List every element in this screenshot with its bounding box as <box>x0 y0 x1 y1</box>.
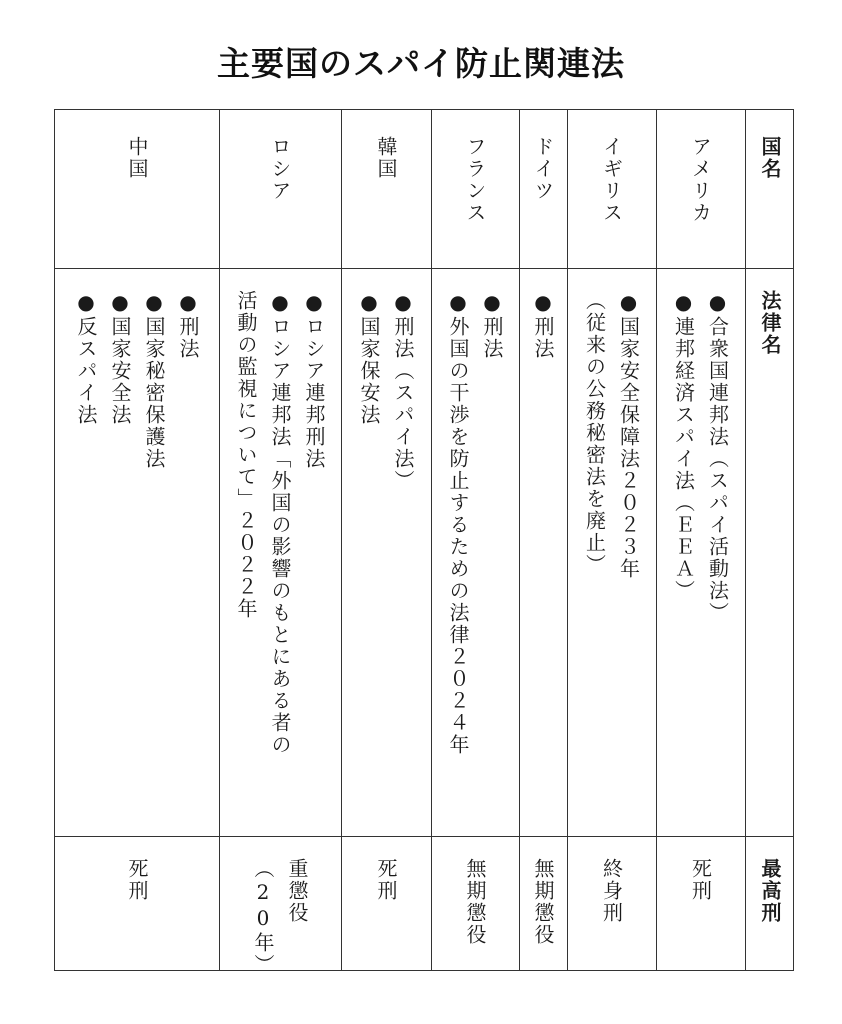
country-name: ドイツ <box>531 136 555 202</box>
penalty-line: 無期懲役 <box>463 858 487 946</box>
column-korea <box>341 110 431 970</box>
header-law: 法律名 <box>758 290 782 356</box>
penalty-line: 重懲役 <box>285 858 309 924</box>
penalty-text <box>369 858 403 902</box>
law-item: ●合衆国連邦法（スパイ活動法） <box>705 290 730 624</box>
penalty-cell <box>656 836 745 972</box>
column-france <box>431 110 519 970</box>
country-cell <box>219 110 341 268</box>
spy-law-table <box>54 109 794 976</box>
country-cell <box>55 110 219 268</box>
law-item: ●ロシア連邦刑法 <box>302 290 326 470</box>
law-cell <box>431 268 519 836</box>
country-name: 韓国 <box>374 136 398 180</box>
penalty-cell <box>341 836 431 972</box>
law-item: ●国家安全法 <box>108 290 132 426</box>
penalty-cell <box>567 836 656 972</box>
country-cell <box>656 110 745 268</box>
law-list <box>441 290 509 756</box>
column-uk <box>567 110 656 970</box>
law-item: ●刑法（スパイ法） <box>391 290 415 492</box>
penalty-line: 終身刑 <box>599 858 624 924</box>
column-china <box>55 110 219 970</box>
penalty-line: 無期懲役 <box>531 858 555 946</box>
country-cell <box>567 110 656 268</box>
column-usa <box>656 110 745 970</box>
penalty-line: 死刑 <box>125 858 149 902</box>
country-name: アメリカ <box>688 136 713 224</box>
penalty-line: 死刑 <box>374 858 398 902</box>
country-name: イギリス <box>599 136 624 224</box>
country-name: フランス <box>463 136 487 224</box>
law-item: ●刑法 <box>176 290 200 360</box>
law-item: 活動の監視について」２０２２年 <box>234 290 258 620</box>
law-cell <box>341 268 431 836</box>
country-name: 中国 <box>125 136 149 180</box>
law-list <box>578 290 646 580</box>
penalty-cell <box>519 836 567 972</box>
country-name: ロシア <box>268 136 292 202</box>
country-cell <box>341 110 431 268</box>
law-cell <box>567 268 656 836</box>
header-law-cell <box>745 268 795 836</box>
column-germany <box>519 110 567 970</box>
law-item: ●国家秘密保護法 <box>142 290 166 470</box>
penalty-cell <box>55 836 219 972</box>
penalty-cell <box>431 836 519 972</box>
law-item: ●国家安全保障法２０２３年 <box>616 290 641 580</box>
penalty-line: 死刑 <box>688 858 713 902</box>
penalty-line: （20年） <box>251 858 275 976</box>
header-penalty-cell <box>745 836 795 972</box>
page-title: 主要国のスパイ防止関連法 <box>217 44 625 83</box>
law-item: ●反スパイ法 <box>74 290 98 426</box>
column-russia <box>219 110 341 976</box>
penalty-text <box>684 858 718 902</box>
penalty-text <box>246 858 314 976</box>
law-item: （従来の公務秘密法を廃止） <box>582 290 607 576</box>
law-item: ●ロシア連邦法「外国の影響のもとにある者の <box>268 290 292 756</box>
country-cell <box>431 110 519 268</box>
law-cell <box>656 268 745 836</box>
law-cell <box>519 268 567 836</box>
header-column <box>745 110 795 970</box>
penalty-text <box>526 858 560 946</box>
law-cell <box>55 268 219 836</box>
law-item: ●国家保安法 <box>357 290 381 426</box>
law-item: ●刑法 <box>531 290 555 360</box>
header-country-cell <box>745 110 795 268</box>
law-list <box>229 290 331 756</box>
penalty-text <box>458 858 492 946</box>
penalty-text <box>120 858 154 902</box>
header-country: 国名 <box>758 136 782 180</box>
law-list <box>667 290 735 624</box>
penalty-cell <box>219 836 341 976</box>
law-item: ●外国の干渉を防止するための法律２０２４年 <box>446 290 470 756</box>
law-list <box>352 290 420 492</box>
law-list <box>526 290 560 360</box>
law-item: ●連邦経済スパイ法（ＥＥＡ） <box>671 290 696 602</box>
law-item: ●刑法 <box>480 290 504 360</box>
law-cell <box>219 268 341 836</box>
country-cell <box>519 110 567 268</box>
penalty-text <box>595 858 629 924</box>
header-penalty: 最高刑 <box>758 858 782 924</box>
law-list <box>69 290 205 470</box>
